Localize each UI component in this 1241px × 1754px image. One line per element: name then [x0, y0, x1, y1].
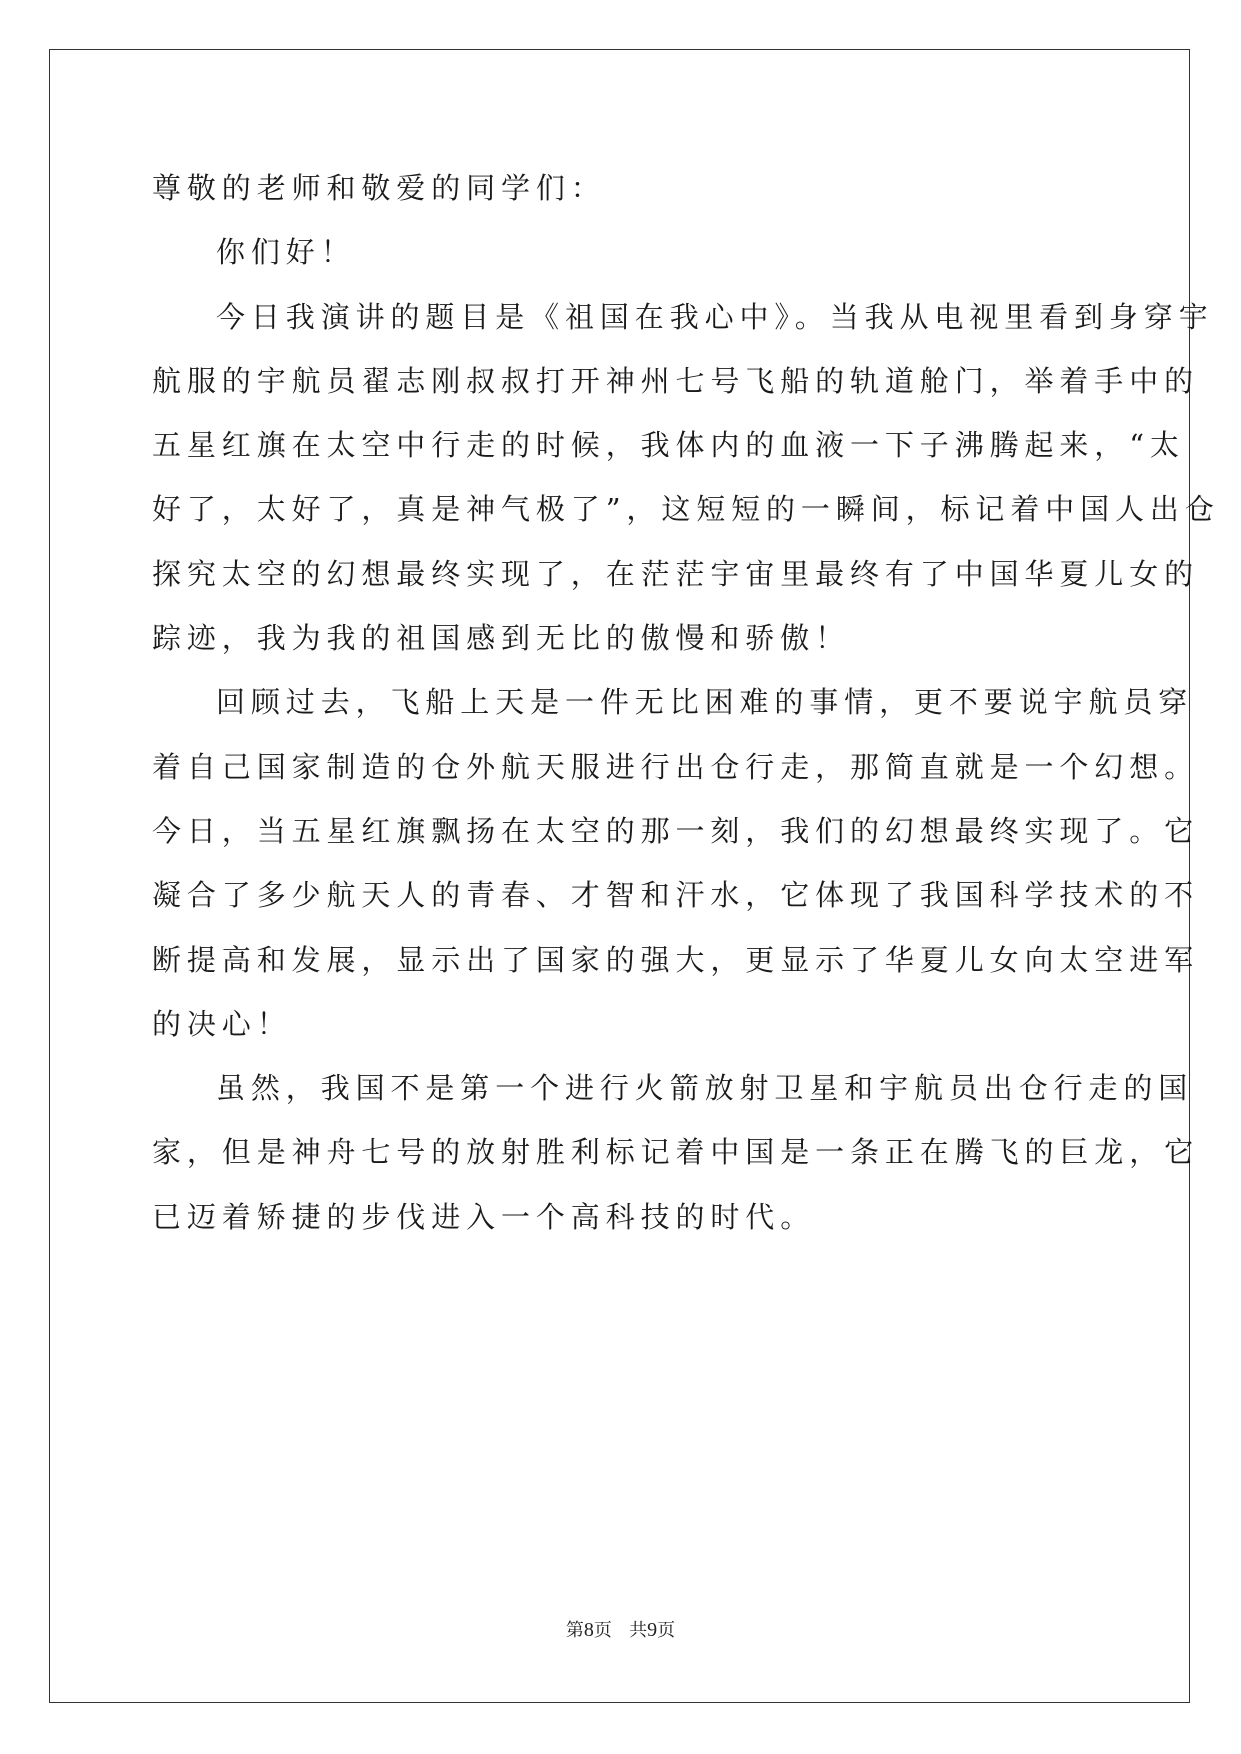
total-pages: 9	[647, 1619, 658, 1641]
text-line: 探究太空的幻想最终实现了，在茫茫宇宙里最终有了中国华夏儿女的	[152, 556, 1200, 591]
document-body	[152, 156, 1220, 1249]
text-line: 踪迹，我为我的祖国感到无比的傲慢和骄傲！	[152, 621, 851, 656]
page-prefix: 第	[565, 1620, 584, 1641]
text-line: 家，但是神舟七号的放射胜利标记着中国是一条正在腾飞的巨龙，它	[152, 1135, 1200, 1170]
text-line: 凝合了多少航天人的青春、才智和汗水，它体现了我国科学技术的不	[152, 878, 1200, 913]
text-line: 已迈着矫捷的步伐进入一个高科技的时代。	[152, 1199, 816, 1234]
text-line: 回顾过去，飞船上天是一件无比困难的事情，更不要说宇航员穿	[216, 685, 1194, 720]
text-line: 今日，当五星红旗飘扬在太空的那一刻，我们的幻想最终实现了。它	[152, 813, 1200, 848]
text-line: 五星红旗在太空中行走的时候，我体内的血液一下子沸腾起来，“太	[152, 428, 1185, 463]
text-line: 航服的宇航员翟志刚叔叔打开神州七号飞船的轨道舱门，举着手中的	[152, 363, 1200, 398]
page-number: 8	[583, 1619, 594, 1641]
page-footer	[0, 1618, 1241, 1643]
total-prefix: 共	[629, 1620, 648, 1641]
text-line: 虽然，我国不是第一个进行火箭放射卫星和宇航员出仓行走的国	[216, 1071, 1194, 1106]
text-line: 的决心！	[152, 1006, 292, 1041]
page-suffix: 页	[593, 1620, 612, 1641]
text-line: 着自己国家制造的仓外航天服进行出仓行走，那简直就是一个幻想。	[152, 749, 1200, 784]
total-suffix: 页	[657, 1620, 676, 1641]
text-line: 今日我演讲的题目是《祖国在我心中》。当我从电视里看到身穿宇	[216, 299, 1214, 334]
text-line: 尊敬的老师和敬爱的同学们：	[152, 171, 606, 205]
text-line: 断提高和发展，显示出了国家的强大，更显示了华夏儿女向太空进军	[152, 942, 1200, 977]
text-line: 好了，太好了，真是神气极了”，这短短的一瞬间，标记着中国人出仓	[152, 492, 1220, 527]
text-line: 你们好！	[216, 235, 356, 270]
